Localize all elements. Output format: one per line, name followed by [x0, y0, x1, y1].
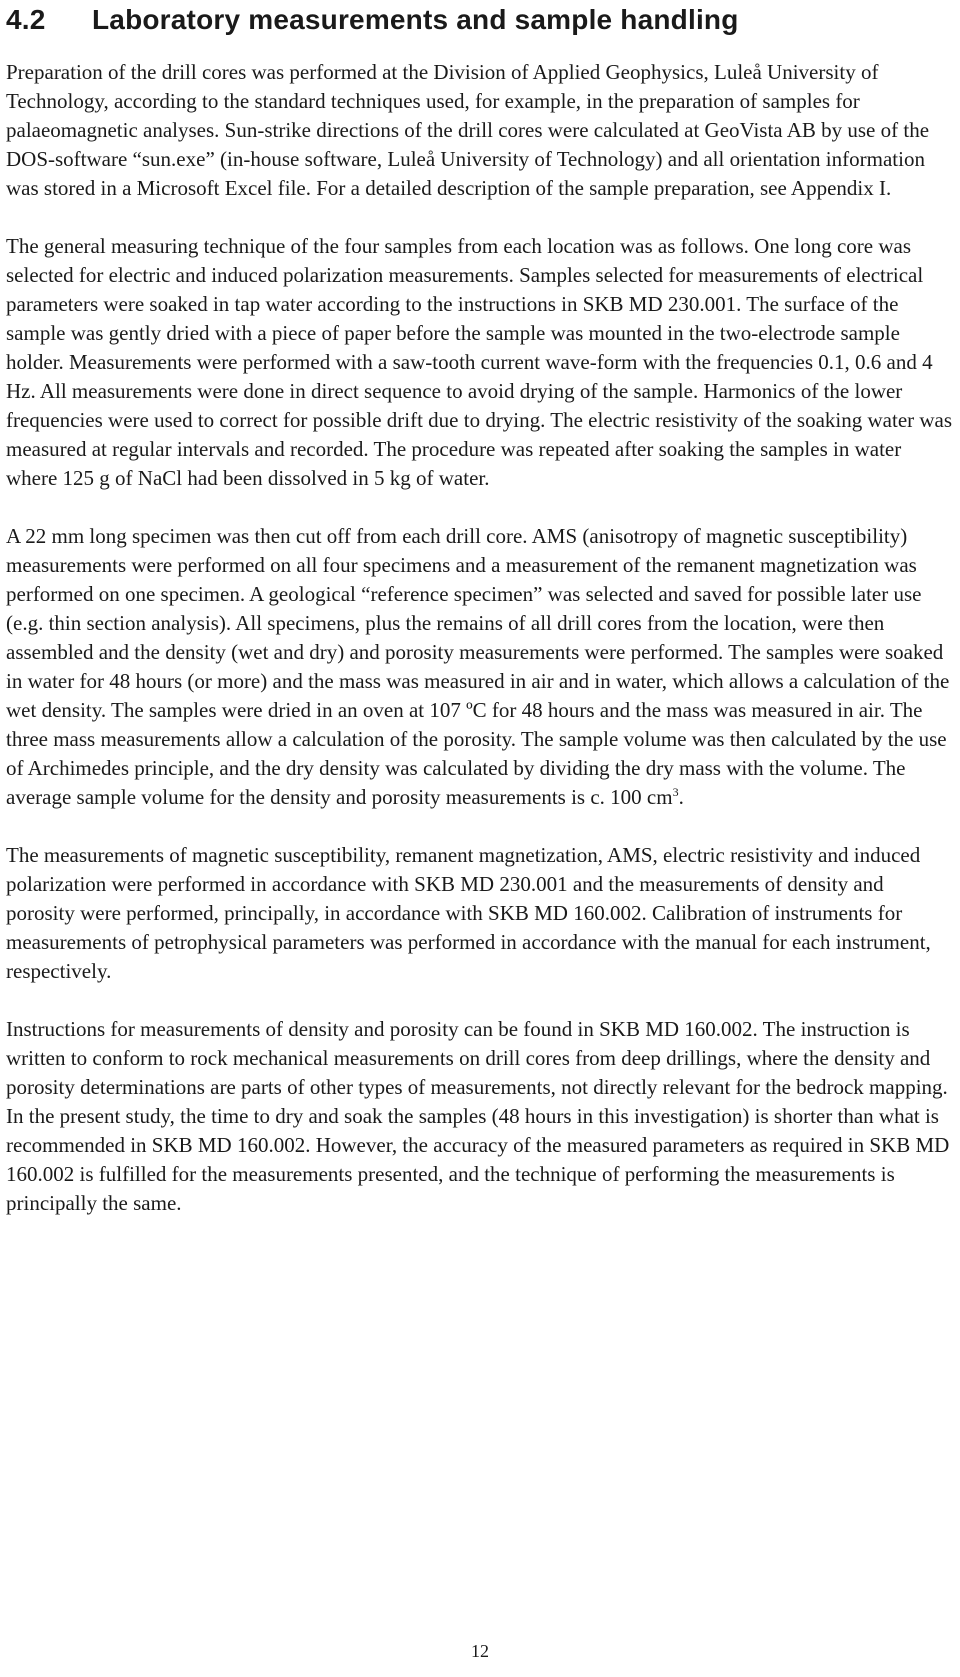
paragraph-sample-preparation: Preparation of the drill cores was performed at the Division of Applied Geophysics, Luleå University of Technology, according to the standard techniques used, for example, in the preparation of samples for palaeomagnetic analyses. Sun-strike directions of the drill cores were calculated at GeoVista AB by use of the DOS-software “sun.exe” (in-house software, Luleå University of Technology) and all orientation information was stored in a Microsoft Excel file. For a detailed description of the sample preparation, see Appendix I.: [6, 60, 930, 200]
body-text: [6, 58, 954, 1218]
paragraph-specimen-handling: [6, 522, 954, 812]
paragraph-specimen-end: .: [678, 785, 684, 809]
section-number: 4.2: [6, 4, 46, 35]
paragraph-standards: The measurements of magnetic susceptibility, remanent magnetization, AMS, electric resistivity and induced polarization were performed in accordance with SKB MD 230.001 and the measurements of density and porosity were performed, principally, in accordance with SKB MD 160.002. Calibration of instruments for measurements of petrophysical parameters was performed in accordance with the manual for each instrument, respectively.: [6, 843, 931, 983]
page-number: 12: [471, 1641, 489, 1661]
paragraph-measuring-technique: The general measuring technique of the four samples from each location was as follows. One long core was selected for electric and induced polarization measurements. Samples selected for measurements of electrical parameters were soaked in tap water according to the instructions in SKB MD 230.001. The surface of the sample was gently dried with a piece of paper before the sample was mounted in the two-electrode sample holder. Measurements were performed with a saw-tooth current wave-form with the frequencies 0.1, 0.6 and 4 Hz. All measurements were done in direct sequence to avoid drying of the sample. Harmonics of the lower frequencies were used to correct for possible drift due to drying. The electric resistivity of the soaking water was measured at regular intervals and recorded. The procedure was repeated after soaking the samples in water where 125 g of NaCl had been dissolved in 5 kg of water.: [6, 234, 953, 490]
superscript-cubic: 3: [672, 785, 679, 799]
section-heading: [6, 0, 954, 38]
section-title: Laboratory measurements and sample handling: [92, 4, 739, 35]
paragraph-instructions: Instructions for measurements of density and porosity can be found in SKB MD 160.002. The instruction is written to conform to rock mechanical measurements on drill cores from deep drillings, where the density and porosity determinations are parts of other types of measurements, not directly relevant for the bedrock mapping. In the present study, the time to dry and soak the samples (48 hours in this investigation) is shorter than what is recommended in SKB MD 160.002. However, the accuracy of the measured parameters as required in SKB MD 160.002 is fulfilled for the measurements presented, and the technique of performing the measurements is principally the same.: [6, 1017, 950, 1215]
paragraph-specimen-text: A 22 mm long specimen was then cut off from each drill core. AMS (anisotropy of magnetic susceptibility) measurements were performed on all four specimens and a measurement of the remanent magnetization was performed on one specimen. A geological “reference specimen” was selected and saved for possible later use (e.g. thin section analysis). All specimens, plus the remains of all drill cores from the location, were then assembled and the density (wet and dry) and porosity measurements were performed. The samples were soaked in water for 48 hours (or more) and the mass was measured in air and in water, which allows a calculation of the wet density. The samples were dried in an oven at 107 ºC for 48 hours and the mass was measured in air. The three mass measurements allow a calculation of the porosity. The sample volume was then calculated by the use of Archimedes principle, and the dry density was calculated by dividing the dry mass with the volume. The average sample volume for the density and porosity measurements is c. 100 cm: [6, 524, 950, 809]
